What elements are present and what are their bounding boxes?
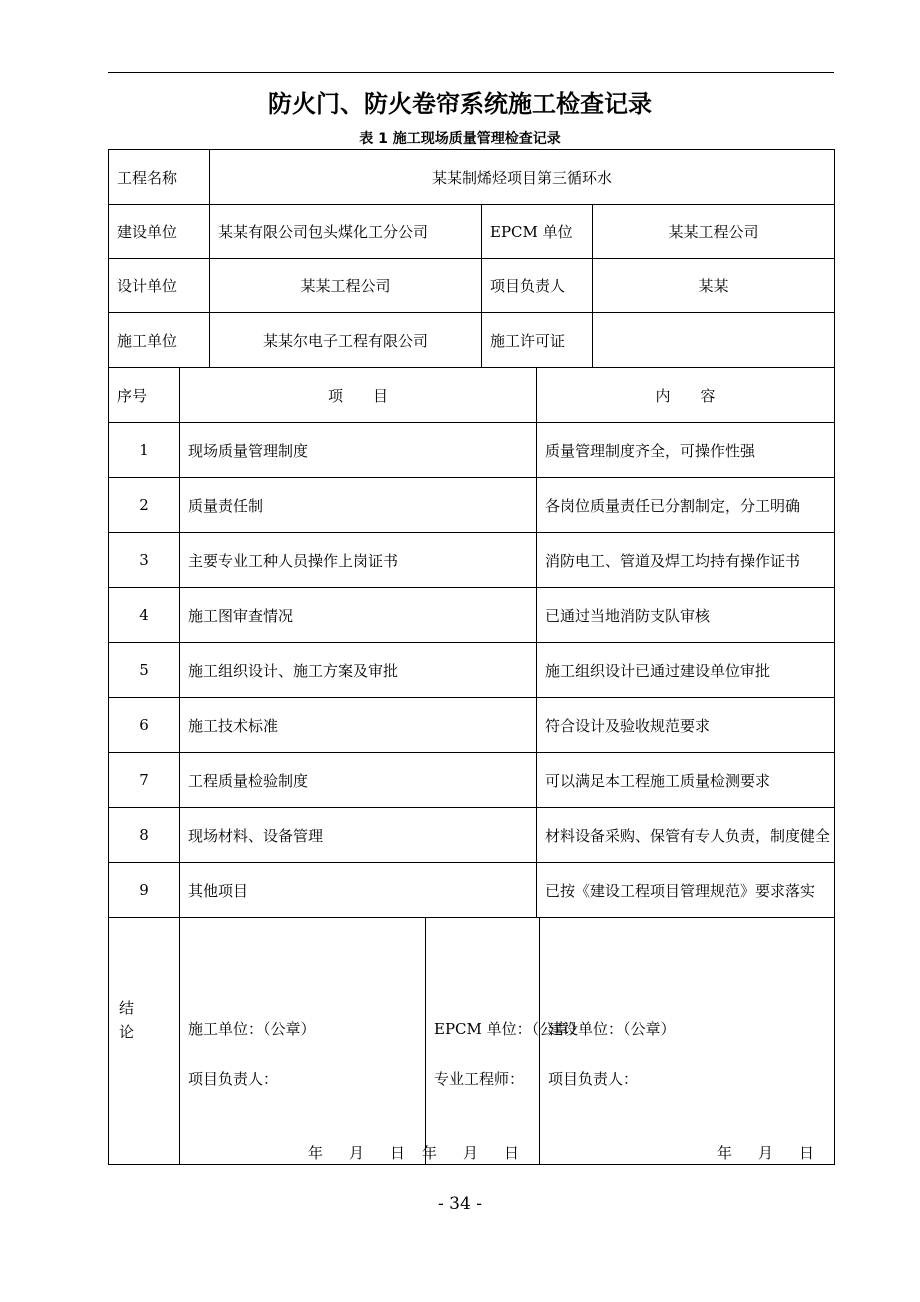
row-conclusion [109,918,835,1165]
epcm-engineer-label: 专业工程师： [434,1070,525,1088]
row-content: 消防电工、管道及焊工均持有操作证书 [537,533,835,588]
row-item: 现场材料、设备管理 [180,808,537,863]
header-item: 项 目 [180,368,537,423]
epcm-date: 年 月 日 [421,1144,520,1162]
design-value: 某某工程公司 [210,259,482,313]
table-row [109,863,835,918]
header-rule [108,72,834,73]
row-no: 1 [109,423,180,478]
table-row [109,588,835,643]
epcm-seal-label: EPCM 单位：（公章） [434,1020,585,1038]
row-item: 施工技术标准 [180,698,537,753]
row-no: 4 [109,588,180,643]
construction-label: 施工单位 [109,313,210,368]
owner-label: 建设单位 [109,205,210,259]
row-content: 各岗位质量责任已分割制定，分工明确 [537,478,835,533]
row-content: 已通过当地消防支队审核 [537,588,835,643]
pm-label: 项目负责人 [482,259,593,313]
table-row [109,643,835,698]
permit-value [593,313,835,368]
row-content: 质量管理制度齐全，可操作性强 [537,423,835,478]
row-no: 2 [109,478,180,533]
conclusion-label-char-2: 论 [119,1023,135,1041]
row-column-headers [109,368,835,423]
table-subtitle: 表 1 施工现场质量管理检查记录 [359,131,561,147]
table-row [109,533,835,588]
header-content: 内 容 [537,368,835,423]
epcm-label: EPCM 单位 [482,205,593,259]
row-item: 施工组织设计、施工方案及审批 [180,643,537,698]
row-content: 材料设备采购、保管有专人负责，制度健全 [537,808,835,863]
row-item: 施工图审查情况 [180,588,537,643]
document-title: 防火门、防火卷帘系统施工检查记录 [268,90,652,118]
epcm-value: 某某工程公司 [593,205,835,259]
row-project-name [109,150,835,205]
conclusion-epcm-unit [421,918,585,1165]
row-item: 工程质量检验制度 [180,753,537,808]
row-owner [109,205,835,259]
page-number: - 34 - [438,1194,482,1214]
conclusion-construction-unit [180,918,426,1165]
inspection-record-table [108,149,835,1165]
conclusion-label [109,918,180,1165]
owner-person-label: 项目负责人： [548,1070,639,1088]
table-row [109,478,835,533]
row-construction [109,313,835,368]
project-name-label: 工程名称 [109,150,210,205]
row-content: 施工组织设计已通过建设单位审批 [537,643,835,698]
construction-seal-label: 施工单位：（公章） [188,1020,316,1038]
row-item: 其他项目 [180,863,537,918]
row-content: 已按《建设工程项目管理规范》要求落实 [537,863,835,918]
pm-value: 某某 [593,259,835,313]
row-design [109,259,835,313]
construction-person-label: 项目负责人： [188,1070,279,1088]
row-item: 现场质量管理制度 [180,423,537,478]
row-content: 可以满足本工程施工质量检测要求 [537,753,835,808]
row-item: 质量责任制 [180,478,537,533]
project-name-value: 某某制烯烃项目第三循环水 [210,150,835,205]
owner-seal-label: 建设单位：（公章） [548,1020,676,1038]
row-content: 符合设计及验收规范要求 [537,698,835,753]
row-item: 主要专业工种人员操作上岗证书 [180,533,537,588]
table-row [109,423,835,478]
owner-value: 某某有限公司包头煤化工分公司 [210,205,482,259]
row-no: 8 [109,808,180,863]
table-row [109,808,835,863]
table-row [109,698,835,753]
construction-value: 某某尔电子工程有限公司 [210,313,482,368]
header-no: 序号 [109,368,180,423]
conclusion-label-char-1: 结 [119,999,135,1017]
design-label: 设计单位 [109,259,210,313]
row-no: 3 [109,533,180,588]
conclusion-owner-unit [540,918,835,1165]
construction-date: 年 月 日 [307,1144,406,1162]
row-no: 7 [109,753,180,808]
owner-date: 年 月 日 [717,1144,815,1162]
row-no: 5 [109,643,180,698]
table-row [109,753,835,808]
row-no: 9 [109,863,180,918]
permit-label: 施工许可证 [482,313,593,368]
row-no: 6 [109,698,180,753]
